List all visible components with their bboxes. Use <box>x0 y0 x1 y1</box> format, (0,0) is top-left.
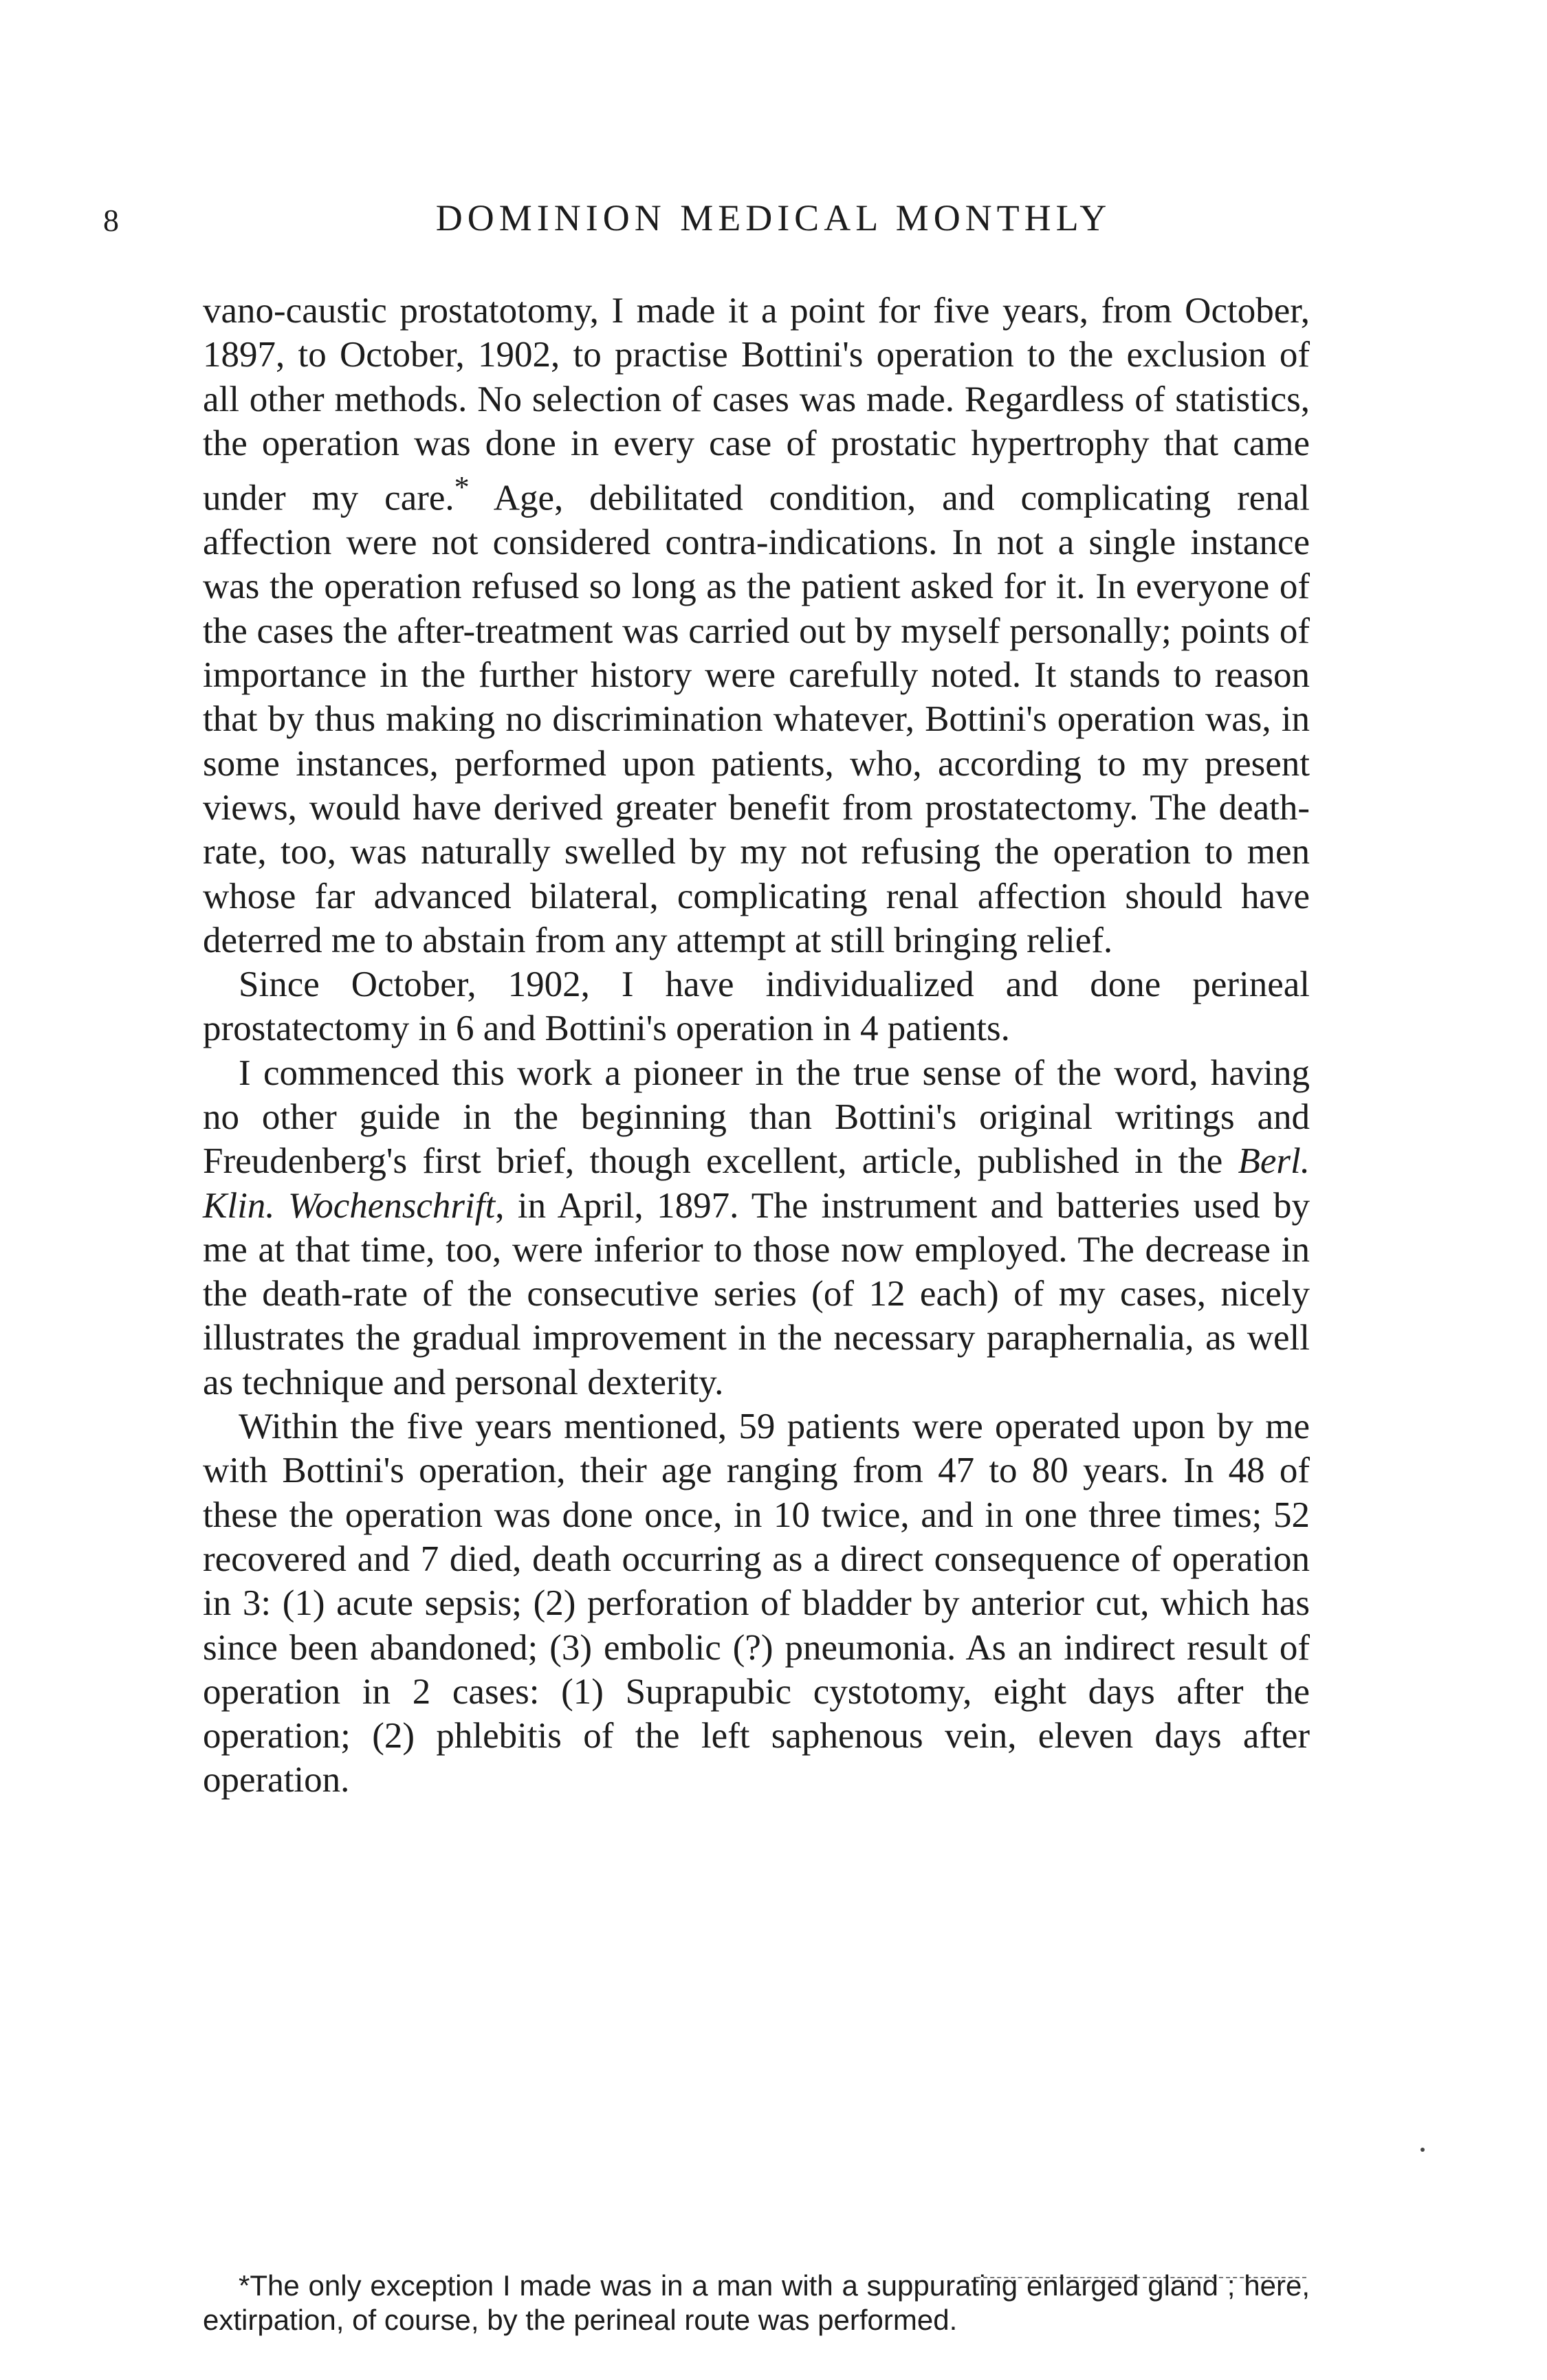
paragraph-3-after: , in April, 1897. The instrument and batteries used by me at that time, too, were inferior to those now employed. The decrease in the death-rate of the consecutive series (of 12 each) of my cases, nicely illustrates the gradual improvement in the necessary paraphernalia, as well as technique and personal dexterity. <box>203 1185 1310 1402</box>
footnote-marker: * <box>454 470 470 505</box>
footnote <box>203 2269 1310 2337</box>
footnote-text: *The only exception I made was in a man with a suppurating enlarged gland ; here, extirpation, of course, by the perineal route was performed. <box>203 2269 1310 2336</box>
paragraph-3-before: I commenced this work a pioneer in the true sense of the word, having no other guide in the beginning than Bottini's original writings and Freudenberg's first brief, though excellent, article, published in the <box>203 1053 1310 1182</box>
body-text <box>203 289 1310 1803</box>
paragraph-1-after: Age, debilitated condition, and complicating renal affection were not considered contra-indications. In not a single instance was the operation refused so long as the patient asked for it. In everyone of the cases the after-treatment was carried out by myself personally; points of importance in the further history were carefully noted. It stands to reason that by thus making no discrimination whatever, Bottini's operation was, in some instances, performed upon patients, who, according to my present views, would have derived greater benefit from prostatectomy. The death-rate, too, was naturally swelled by my not refusing the operation to men whose far advanced bilateral, complicating renal affection should have deterred me to abstain from any attempt at still bringing relief. <box>203 478 1310 960</box>
page-number: 8 <box>103 203 119 238</box>
running-head: DOMINION MEDICAL MONTHLY <box>435 197 1112 239</box>
paragraph-1 <box>203 289 1310 962</box>
paragraph-1-before: vano-caustic prostatotomy, I made it a point for five years, from October, 1897, to October, 1902, to practise Bottini's operation to the exclusion of all other methods. No selection of cases was made. Regardless of statistics, the operation was done in every case of prostatic hypertrophy that came under my care. <box>203 291 1310 518</box>
paragraph-4: Within the five years mentioned, 59 patients were operated upon by me with Bottini's operation, their age ranging from 47 to 80 years. In 48 of these the operation was done once, in 10 twice, and in one three times; 52 recovered and 7 died, death occurring as a direct consequence of operation in 3: (1) acute sepsis; (2) perforation of bladder by anterior cut, which has since been abandoned; (3) embolic (?) pneumonia. As an indirect result of operation in 2 cases: (1) Suprapubic cystotomy, eight days after the operation; (2) phlebitis of the left saphenous vein, eleven days after operation. <box>203 1407 1310 1800</box>
journal-title: Berl. Klin. Wochenschrift <box>203 1141 1310 1226</box>
paragraph-3 <box>203 1051 1310 1404</box>
speck <box>1420 2148 1425 2152</box>
paragraph-2: Since October, 1902, I have individualized and done perineal prostatectomy in 6 and Bottini's operation in 4 patients. <box>203 965 1310 1049</box>
